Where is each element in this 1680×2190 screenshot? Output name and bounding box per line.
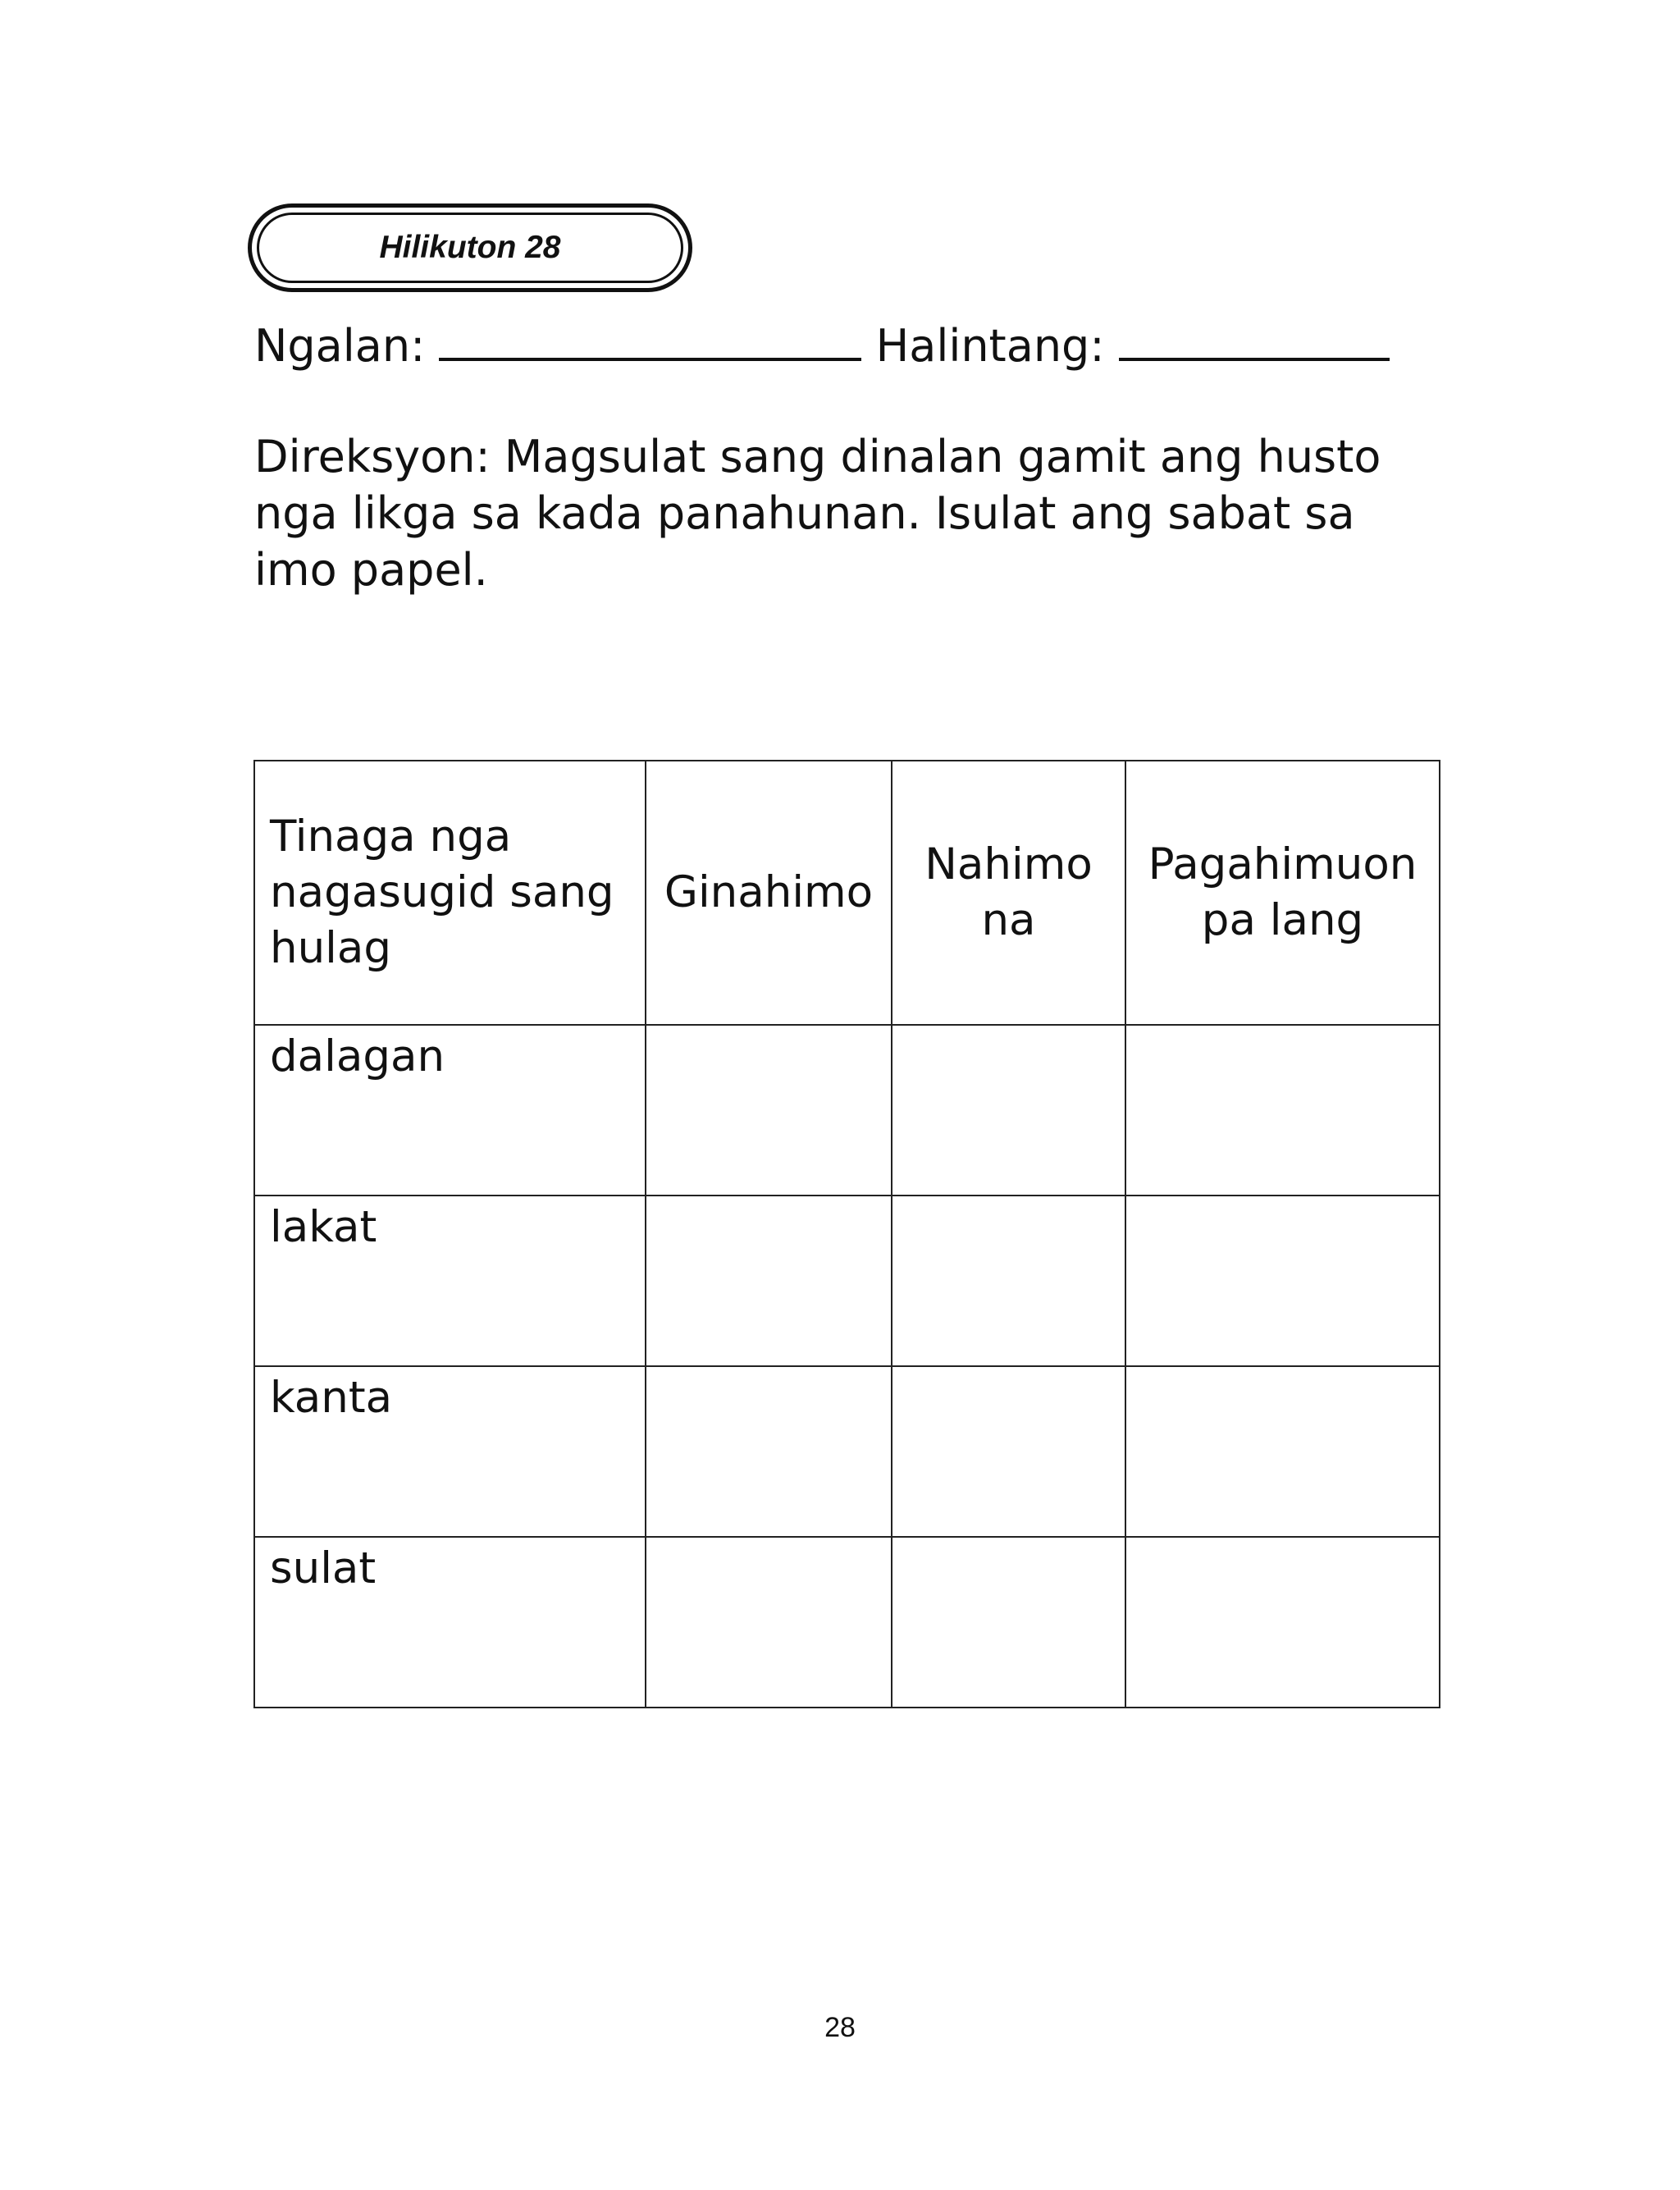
verb-tense-table bbox=[253, 760, 1440, 1708]
header-past: Nahimo na bbox=[892, 761, 1125, 1025]
activity-title-badge bbox=[248, 203, 692, 292]
table-row bbox=[254, 1196, 1440, 1366]
grade-label: Halintang: bbox=[875, 320, 1105, 372]
row-word: kanta bbox=[254, 1366, 646, 1537]
table-header-row bbox=[254, 761, 1440, 1025]
table-row bbox=[254, 1537, 1440, 1708]
name-grade-line bbox=[254, 315, 1390, 376]
header-future: Pagahimuon pa lang bbox=[1125, 761, 1440, 1025]
directions-text: Direksyon: Magsulat sang dinalan gamit ang husto nga likga sa kada panahunan. Isulat ang sabat sa imo papel. bbox=[254, 431, 1381, 596]
grade-blank[interactable] bbox=[1119, 315, 1390, 361]
answer-cell-past[interactable] bbox=[892, 1025, 1125, 1196]
row-word: lakat bbox=[254, 1196, 646, 1366]
name-label: Ngalan: bbox=[254, 320, 426, 372]
table-row bbox=[254, 1366, 1440, 1537]
table-row bbox=[254, 1025, 1440, 1196]
page-number: 28 bbox=[824, 2012, 856, 2043]
activity-title: Hilikuton 28 bbox=[379, 230, 561, 265]
answer-cell-future[interactable] bbox=[1125, 1537, 1440, 1708]
answer-cell-present[interactable] bbox=[646, 1196, 892, 1366]
answer-cell-past[interactable] bbox=[892, 1366, 1125, 1537]
header-present: Ginahimo bbox=[646, 761, 892, 1025]
answer-cell-present[interactable] bbox=[646, 1537, 892, 1708]
answer-cell-present[interactable] bbox=[646, 1366, 892, 1537]
answer-cell-past[interactable] bbox=[892, 1196, 1125, 1366]
name-blank[interactable] bbox=[439, 315, 861, 361]
answer-cell-past[interactable] bbox=[892, 1537, 1125, 1708]
answer-cell-future[interactable] bbox=[1125, 1196, 1440, 1366]
answer-cell-future[interactable] bbox=[1125, 1366, 1440, 1537]
row-word: dalagan bbox=[254, 1025, 646, 1196]
answer-cell-present[interactable] bbox=[646, 1025, 892, 1196]
row-word: sulat bbox=[254, 1537, 646, 1708]
answer-cell-future[interactable] bbox=[1125, 1025, 1440, 1196]
header-action-word: Tinaga nga nagasugid sang hulag bbox=[254, 761, 646, 1025]
